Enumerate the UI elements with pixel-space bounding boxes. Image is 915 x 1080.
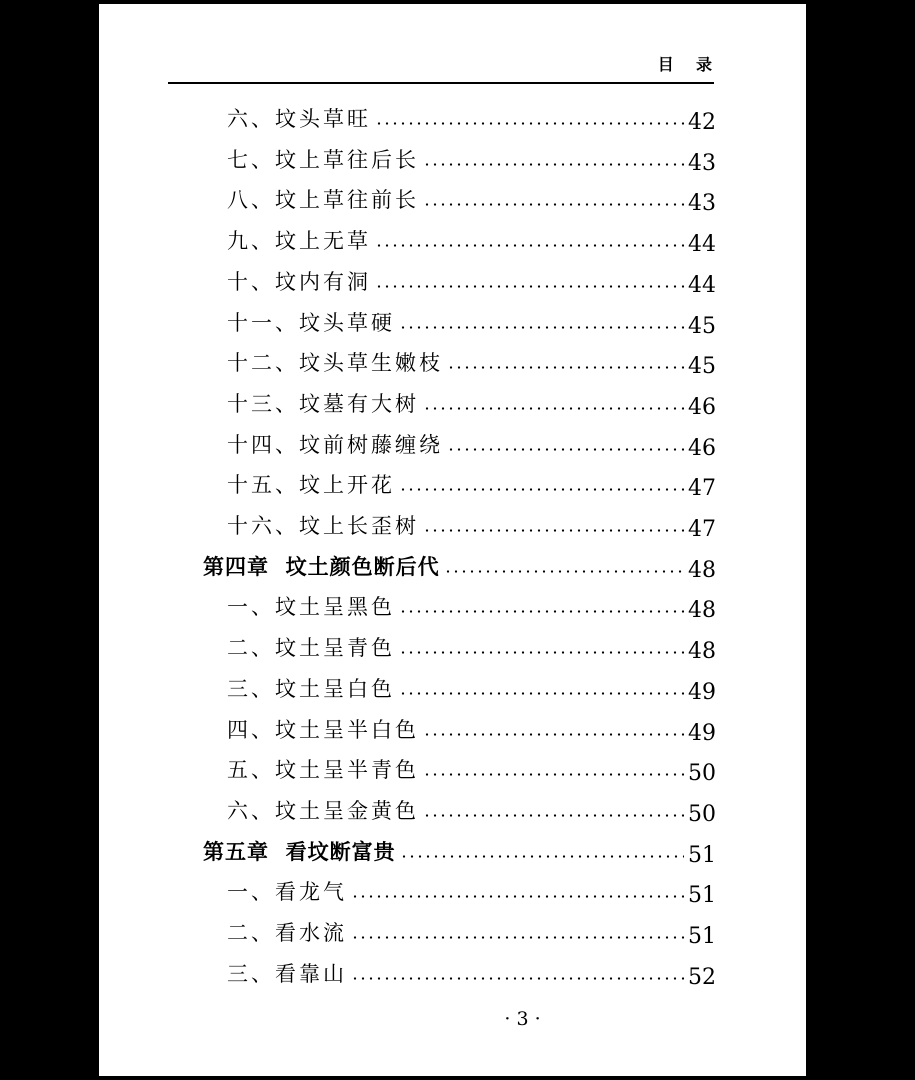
toc-entry-row (227, 145, 716, 175)
toc-dot-leader (399, 326, 684, 329)
toc-page-number: 51 (688, 883, 716, 908)
toc-page-number: 51 (688, 843, 716, 868)
toc-entry-row (227, 796, 716, 826)
toc-dot-leader (444, 570, 684, 573)
toc-page-number: 43 (688, 151, 716, 176)
toc-entry-row (227, 430, 716, 460)
toc-entry-title: 十二、坟头草生嫩枝 (227, 351, 443, 375)
toc-entry-row (227, 918, 716, 948)
toc-dot-leader (447, 366, 684, 369)
toc-dot-leader (423, 407, 684, 410)
toc-dot-leader (375, 122, 684, 125)
toc-entry-title: 八、坟上草往前长 (227, 188, 419, 212)
toc-entry-row (227, 511, 716, 541)
toc-entry-row (227, 470, 716, 500)
toc-dot-leader (399, 610, 684, 613)
toc-page-number: 50 (688, 802, 716, 827)
toc-dot-leader (447, 448, 684, 451)
toc-page-number: 42 (688, 110, 716, 135)
toc-page-number: 47 (688, 517, 716, 542)
toc-page-number: 44 (688, 232, 716, 257)
toc-entry-row (227, 185, 716, 215)
toc-entry-title: 四、坟土呈半白色 (227, 718, 419, 742)
toc-entry-title: 一、坟土呈黑色 (227, 595, 395, 619)
toc-entry-row (227, 104, 716, 134)
toc-dot-leader (423, 529, 684, 532)
toc-page-number: 49 (688, 680, 716, 705)
toc-page-number: 44 (688, 273, 716, 298)
toc-chapter-title: 第五章 看坟断富贵 (203, 840, 396, 864)
toc-dot-leader (423, 203, 684, 206)
toc-entry-row (227, 592, 716, 622)
toc-entry-row (227, 389, 716, 419)
toc-dot-leader (351, 936, 684, 939)
toc-entry-title: 十一、坟头草硬 (227, 311, 395, 335)
toc-page-number: 49 (688, 721, 716, 746)
toc-entry-title: 七、坟上草往后长 (227, 148, 419, 172)
toc-entry-title: 二、看水流 (227, 921, 347, 945)
toc-entry-row (227, 715, 716, 745)
toc-dot-leader (351, 977, 684, 980)
toc-dot-leader (375, 285, 684, 288)
toc-entry-row (227, 226, 716, 256)
toc-page-number: 45 (688, 314, 716, 339)
toc-page-number: 50 (688, 761, 716, 786)
toc-page-number: 45 (688, 354, 716, 379)
toc-entry-title: 三、看靠山 (227, 962, 347, 986)
toc-dot-leader (399, 692, 684, 695)
toc-chapter-title: 第四章 坟土颜色断后代 (203, 555, 440, 579)
toc-entry-title: 十六、坟上长歪树 (227, 514, 419, 538)
toc-entry-title: 十五、坟上开花 (227, 473, 395, 497)
toc-entry-title: 六、坟土呈金黄色 (227, 799, 419, 823)
running-head-title: 目 录 (657, 55, 712, 74)
toc-entry-row (227, 877, 716, 907)
toc-dot-leader (423, 773, 684, 776)
toc-entry-row (227, 755, 716, 785)
toc-dot-leader (399, 651, 684, 654)
toc-page-number: 48 (688, 639, 716, 664)
table-of-contents (99, 4, 806, 1004)
toc-dot-leader (351, 895, 684, 898)
toc-page-number: 47 (688, 476, 716, 501)
toc-entry-title: 一、看龙气 (227, 880, 347, 904)
toc-chapter-row (203, 837, 716, 867)
toc-entry-title: 十三、坟墓有大树 (227, 392, 419, 416)
toc-page-number: 48 (688, 558, 716, 583)
toc-dot-leader (423, 163, 684, 166)
toc-entry-title: 九、坟上无草 (227, 229, 371, 253)
page-number: · 3 · (504, 1008, 541, 1030)
toc-dot-leader (400, 855, 684, 858)
toc-page-number: 43 (688, 191, 716, 216)
toc-dot-leader (423, 733, 684, 736)
toc-entry-title: 五、坟土呈半青色 (227, 758, 419, 782)
book-page (99, 4, 806, 1076)
toc-entry-row (227, 959, 716, 989)
toc-entry-title: 三、坟土呈白色 (227, 677, 395, 701)
toc-dot-leader (375, 244, 684, 247)
toc-dot-leader (423, 814, 684, 817)
toc-dot-leader (399, 488, 684, 491)
toc-page-number: 52 (688, 965, 716, 990)
toc-entry-title: 六、坟头草旺 (227, 107, 371, 131)
toc-entry-row (227, 633, 716, 663)
toc-entry-title: 二、坟土呈青色 (227, 636, 395, 660)
toc-entry-row (227, 267, 716, 297)
toc-chapter-row (203, 552, 716, 582)
toc-entry-row (227, 674, 716, 704)
toc-page-number: 51 (688, 924, 716, 949)
toc-page-number: 48 (688, 598, 716, 623)
toc-entry-row (227, 308, 716, 338)
toc-entry-title: 十四、坟前树藤缠绕 (227, 433, 443, 457)
toc-page-number: 46 (688, 395, 716, 420)
toc-entry-row (227, 348, 716, 378)
toc-entry-title: 十、坟内有洞 (227, 270, 371, 294)
toc-page-number: 46 (688, 436, 716, 461)
